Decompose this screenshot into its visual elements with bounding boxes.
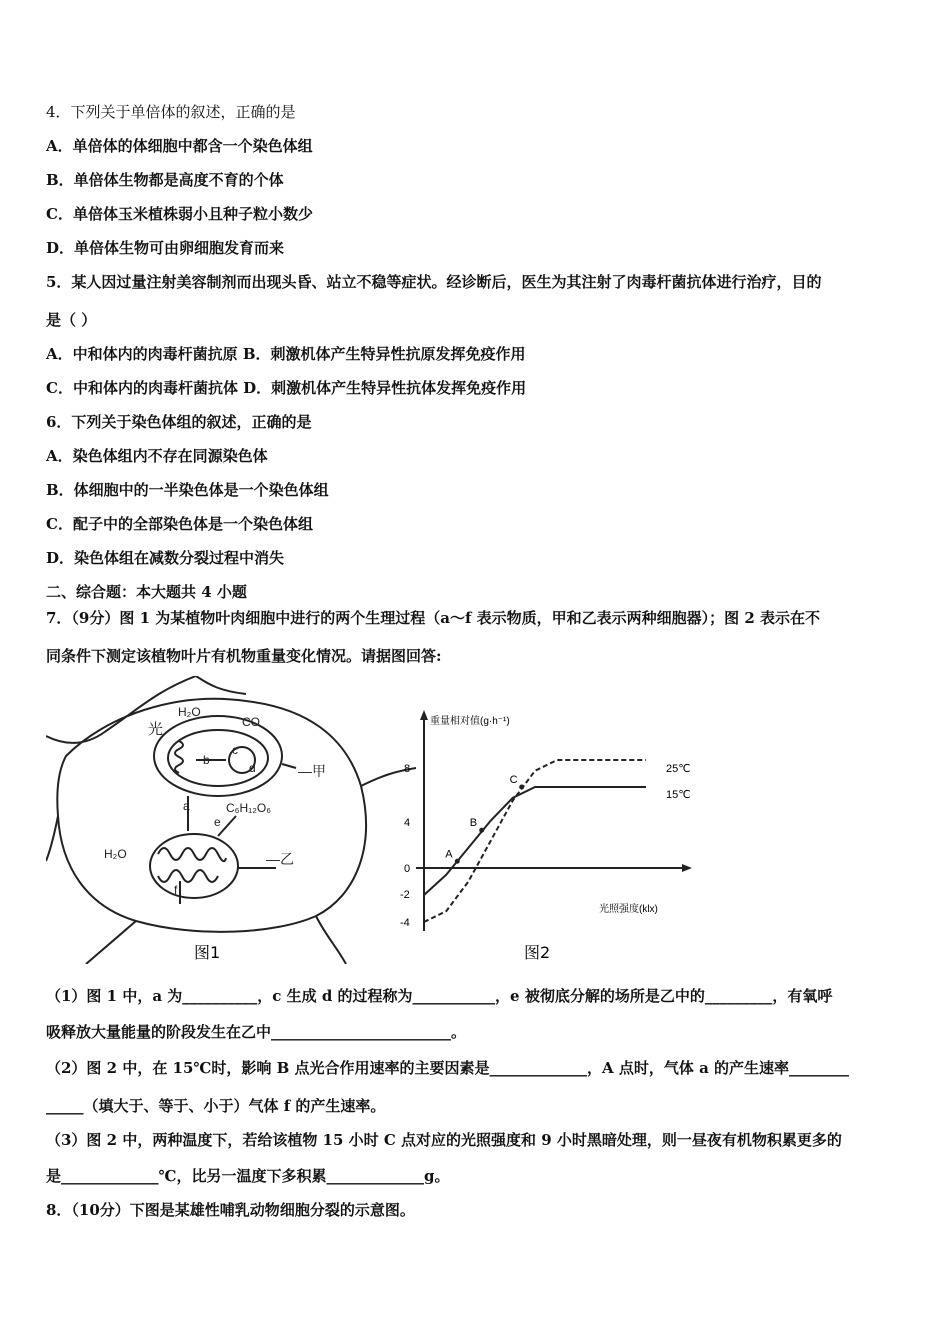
q4-stem: 4．下列关于单倍体的叙述，正确的是 — [46, 103, 296, 121]
fig2-ylabel: 重量相对值(g·h⁻¹) — [430, 716, 510, 727]
point-a-label: A — [445, 848, 453, 861]
label-b: b — [203, 753, 210, 767]
label-d: d — [249, 761, 256, 775]
q4-option-b: B．单倍体生物都是高度不育的个体 — [46, 171, 284, 189]
series-label-15c: 15℃ — [666, 789, 691, 801]
q5-options-row2: C．中和体内的肉毒杆菌抗体 D．刺激机体产生特异性抗体发挥免疫作用 — [46, 379, 527, 397]
label-a: a — [183, 799, 190, 813]
fig2-chart — [400, 710, 692, 931]
fig1-caption: 图1 — [194, 943, 221, 962]
label-c: c — [232, 743, 238, 757]
point-a-marker — [455, 859, 460, 864]
q7-stem-line2: 同条件下测定该植物叶片有机物重量变化情况。请据图回答: — [46, 647, 442, 665]
y-axis-arrow — [420, 710, 428, 720]
label-jia: —甲 — [298, 763, 326, 779]
series-25c-line — [424, 760, 646, 922]
q5-options-row1: A．中和体内的肉毒杆菌抗原 B．刺激机体产生特异性抗原发挥免疫作用 — [46, 345, 526, 363]
ytick-neg2: -2 — [400, 889, 410, 901]
fig1-labels — [104, 705, 326, 897]
q4-option-c: C．单倍体玉米植株弱小且种子粒小数少 — [46, 205, 313, 223]
ytick-4: 4 — [404, 817, 411, 829]
q6-option-c: C．配子中的全部染色体是一个染色体组 — [46, 515, 313, 533]
label-h2o-top: H₂O — [178, 705, 201, 719]
q6-option-d: D．染色体组在减数分裂过程中消失 — [46, 549, 285, 567]
ytick-8: 8 — [404, 763, 411, 775]
chloroplast — [154, 716, 296, 796]
q7-sub3-line1: （3）图 2 中，两种温度下，若给该植物 15 小时 C 点对应的光照强度和 9 小时黑暗处理，则一昼夜有机物积累更多的 — [46, 1131, 842, 1149]
q6-stem: 6．下列关于染色体组的叙述，正确的是 — [46, 413, 312, 431]
q5-stem-line1: 5．某人因过量注射美容制剂而出现头昏、站立不稳等症状。经诊断后，医生为其注射了肉毒杆菌抗体进行治疗，目的 — [46, 273, 822, 291]
label-h2o-left: H₂O — [104, 847, 127, 861]
label-c6h12o6: C₆H₁₂O₆ — [226, 801, 272, 815]
q8-stem: 8．（10分）下图是某雄性哺乳动物细胞分裂的示意图。 — [46, 1201, 415, 1219]
point-b-marker — [479, 828, 484, 833]
fig1-cell-diagram — [46, 676, 416, 964]
q7-sub1-line2: 吸释放大量能量的阶段发生在乙中________________________。 — [46, 1023, 467, 1041]
ytick-0: 0 — [404, 863, 411, 875]
label-light: 光 — [148, 721, 164, 738]
q5-stem-line2: 是（ ） — [46, 311, 97, 329]
q7-sub2-line2: _____（填大于、等于、小于）气体 f 的产生速率。 — [46, 1097, 386, 1115]
q6-option-a: A．染色体组内不存在同源染色体 — [46, 447, 268, 465]
section-heading: 二、综合题：本大题共 4 小题 — [46, 583, 247, 601]
point-b-label: B — [469, 817, 478, 830]
fig2-xlabel: 光照强度(klx) — [599, 904, 658, 915]
label-yi: —乙 — [266, 851, 294, 867]
q7-sub3-line2: 是_____________℃，比另一温度下多积累_____________g。 — [46, 1167, 450, 1185]
q7-sub1-line1: （1）图 1 中，a 为__________，c 生成 d 的过程称为___________，e 被彻底分解的场所是乙中的_________，有氧呼 — [46, 987, 833, 1005]
label-co2: CO — [242, 715, 260, 729]
q7-figure-svg — [46, 676, 708, 964]
q6-option-b: B．体细胞中的一半染色体是一个染色体组 — [46, 481, 329, 499]
label-e: e — [214, 815, 221, 829]
x-axis-arrow — [682, 864, 692, 872]
series-15c-line — [424, 787, 646, 895]
series-label-25c: 25℃ — [666, 763, 691, 775]
q7-sub2-line1: （2）图 2 中，在 15℃时，影响 B 点光合作用速率的主要因素是_____________，A 点时，气体 a 的产生速率________ — [46, 1059, 850, 1077]
q7-figure — [46, 676, 708, 964]
label-f: f — [174, 883, 178, 897]
point-c-label: C — [509, 774, 518, 786]
q4-option-d: D．单倍体生物可由卵细胞发育而来 — [46, 239, 285, 257]
fig2-caption: 图2 — [524, 943, 551, 962]
ytick-neg4: -4 — [400, 917, 410, 929]
q4-option-a: A．单倍体的体细胞中都含一个染色体组 — [46, 137, 313, 155]
q7-stem-line1: 7．（9分）图 1 为某植物叶肉细胞中进行的两个生理过程（a～f 表示物质，甲和乙表示两种细胞器）；图 2 表示在不 — [46, 609, 821, 627]
point-c-marker — [519, 785, 524, 790]
